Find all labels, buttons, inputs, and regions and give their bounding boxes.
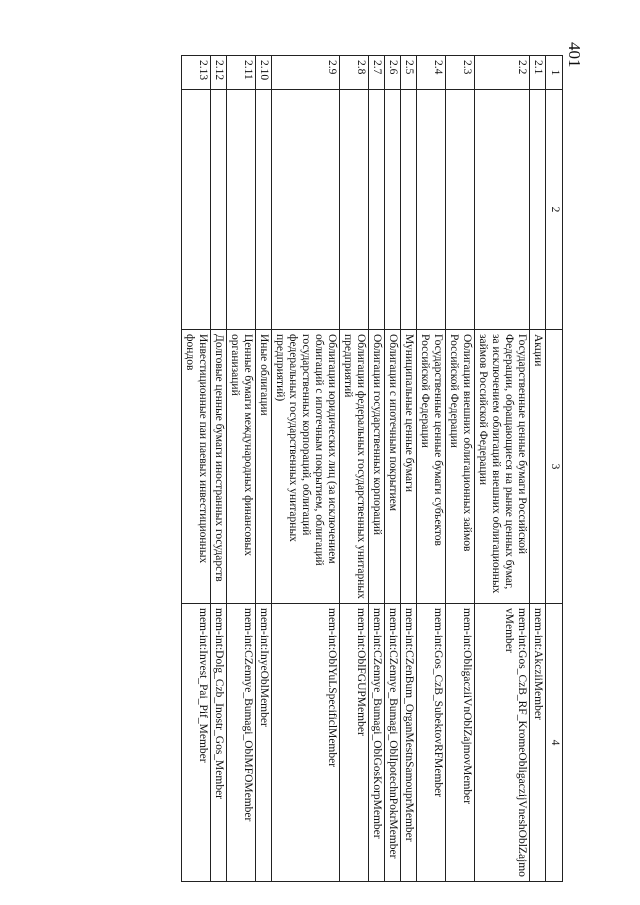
empty-cell [182, 90, 211, 330]
member-code-cell: mem-int:Dolg_Czb_Inostr_Gos_Member [211, 604, 227, 882]
security-name-cell: Государственные ценные бумаги субъектов Российской Федерации [417, 330, 446, 604]
table-row [530, 56, 546, 882]
security-name-cell: Долговые ценные бумаги иностранных государств [211, 330, 227, 604]
security-name-cell: Муниципальные ценные бумаги [401, 330, 417, 604]
table-row [227, 56, 256, 882]
empty-cell [256, 90, 272, 330]
row-number-cell: 2.9 [272, 56, 340, 90]
member-code-cell: mem-int:Gos_CzB_RF_KromeObligaczijVneshOblZajmovMember [475, 604, 530, 882]
member-code-cell: mem-int:ObligacziiVnOblZajmovMember [446, 604, 475, 882]
header-cell-4: 4 [546, 604, 563, 882]
empty-cell [417, 90, 446, 330]
header-cell-3: 3 [546, 330, 563, 604]
member-code-cell: mem-int:OblYuLSpecificlMember [272, 604, 340, 882]
row-number-cell: 2.2 [475, 56, 530, 90]
row-number-cell: 2.5 [401, 56, 417, 90]
table-body [182, 56, 563, 882]
security-name-cell: Инвестиционные паи паевых инвестиционных фондов [182, 330, 211, 604]
security-name-cell: Государственные ценные бумаги Российской Федерации, обращающиеся на рынке ценных бумаг, за исключением облигаций внешних облигационных займов Российской Федерации [475, 330, 530, 604]
member-code-cell: mem-int:CZennye_Bumagi_OblIpotechnPokrMember [385, 604, 401, 882]
security-name-cell: Ценные бумаги международных финансовых организаций [227, 330, 256, 604]
header-cell-2: 2 [546, 90, 563, 330]
empty-cell [340, 90, 369, 330]
member-code-cell: mem-int:CZennye_Bumagi_OblMFOMember [227, 604, 256, 882]
empty-cell [530, 90, 546, 330]
member-code-cell: mem-int:CZenBum_OrganMestnSamouprMember [401, 604, 417, 882]
security-name-cell: Акции [530, 330, 546, 604]
table-row [369, 56, 385, 882]
table-row [417, 56, 446, 882]
member-code-cell: mem-int:Gos_CzB_SubektovRFMember [417, 604, 446, 882]
members-table [181, 55, 563, 882]
member-code-cell: mem-int:CZennye_Bumagi_OblGosKorpMember [369, 604, 385, 882]
table-row [475, 56, 530, 882]
member-code-cell: mem-int:OblFGUPMember [340, 604, 369, 882]
table-row [256, 56, 272, 882]
table-row [385, 56, 401, 882]
security-name-cell: Облигации с ипотечным покрытием [385, 330, 401, 604]
row-number-cell: 2.7 [369, 56, 385, 90]
table-row [340, 56, 369, 882]
row-number-cell: 2.12 [211, 56, 227, 90]
row-number-cell: 2.10 [256, 56, 272, 90]
row-number-cell: 2.6 [385, 56, 401, 90]
empty-cell [272, 90, 340, 330]
table-row [182, 56, 211, 882]
empty-cell [369, 90, 385, 330]
table-row [401, 56, 417, 882]
rotated-table-wrapper [113, 55, 563, 881]
security-name-cell: Облигации федеральных государственных унитарных предприятий [340, 330, 369, 604]
empty-cell [475, 90, 530, 330]
member-code-cell: mem-int:Invest_Pai_Pif_Member [182, 604, 211, 882]
row-number-cell: 2.3 [446, 56, 475, 90]
row-number-cell: 2.1 [530, 56, 546, 90]
security-name-cell: Облигации юридических лиц (за исключением облигаций с ипотечным покрытием, облигаций государственных корпораций, облигаций федеральных государственных унитарных предприятий) [272, 330, 340, 604]
member-code-cell: mem-int:AkcziiMember [530, 604, 546, 882]
row-number-cell: 2.11 [227, 56, 256, 90]
security-name-cell: Облигации государственных корпораций [369, 330, 385, 604]
member-code-cell: mem-int:InyeOblMember [256, 604, 272, 882]
table-row [211, 56, 227, 882]
header-cell-1: 1 [546, 56, 563, 90]
page-number: 401 [565, 42, 584, 68]
empty-cell [227, 90, 256, 330]
empty-cell [385, 90, 401, 330]
table-header-row [546, 56, 563, 882]
row-number-cell: 2.4 [417, 56, 446, 90]
security-name-cell: Облигации внешних облигационных займов Российской Федерации [446, 330, 475, 604]
empty-cell [211, 90, 227, 330]
security-name-cell: Иные облигации [256, 330, 272, 604]
row-number-cell: 2.13 [182, 56, 211, 90]
table-row [272, 56, 340, 882]
row-number-cell: 2.8 [340, 56, 369, 90]
empty-cell [446, 90, 475, 330]
empty-cell [401, 90, 417, 330]
table-row [446, 56, 475, 882]
